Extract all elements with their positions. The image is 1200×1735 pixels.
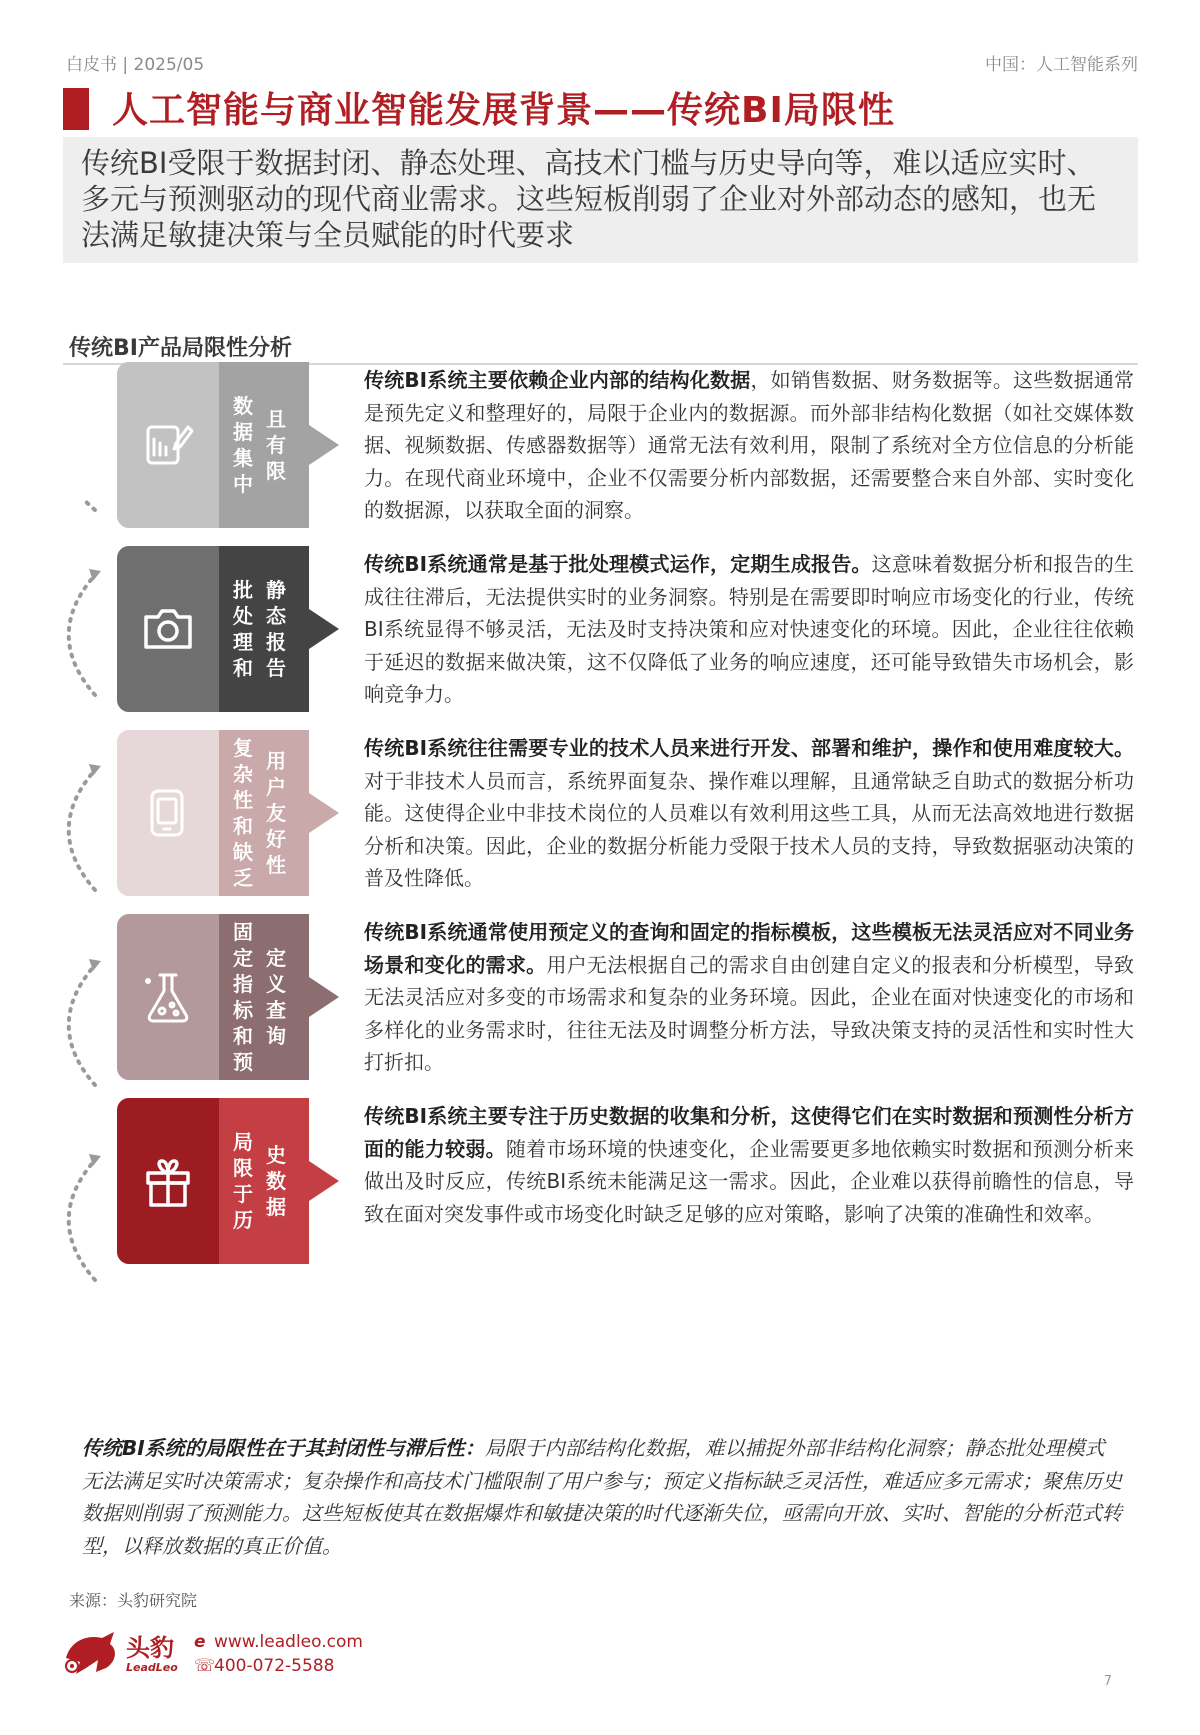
phone-icon: ☏ [194, 1656, 216, 1676]
leopard-logo-icon [62, 1628, 120, 1678]
limitation-label-panel [219, 362, 354, 528]
limitation-description-bold: 传统BI系统通常使用预定义的查询和固定的指标模板，这些模板无法灵活应对不同业务场景和变化的需求。 [364, 920, 1134, 977]
limitation-label-col2: 静态报告 [266, 578, 286, 680]
source-note: 来源：头豹研究院 [69, 1591, 198, 1610]
limitation-row [117, 914, 1137, 1080]
section-title: 传统BI产品局限性分析 [69, 336, 292, 361]
limitation-row [117, 1098, 1137, 1264]
limitation-description [364, 364, 1134, 527]
contact-info [194, 1630, 363, 1678]
gift-icon [136, 1149, 200, 1213]
limitation-label-panel [219, 730, 354, 896]
limitation-label-col2: 定义查询 [266, 946, 286, 1048]
limitation-description [364, 1100, 1134, 1230]
limitation-label-panel [219, 914, 354, 1080]
limitation-description-rest: 对于非技术人员而言，系统界面复杂、操作难以理解，且通常缺乏自助式的数据分析功能。这使得企业中非技术岗位的人员难以有效利用这些工具，从而无法高效地进行数据分析和决策。因此，企业的数据分析能力受限于技术人员的支持，导致数据驱动决策的普及性降低。 [364, 768, 1134, 890]
logo-chinese: 头豹 [126, 1634, 174, 1662]
limitation-description [364, 732, 1134, 895]
limitation-label-col1: 数据集中 [233, 394, 253, 496]
limitation-description-bold: 传统BI系统主要专注于历史数据的收集和分析，这使得它们在实时数据和预测性分析方面的能力较弱。 [364, 1104, 1134, 1161]
page-title: 人工智能与商业智能发展背景——传统BI局限性 [112, 90, 895, 131]
page-number: 7 [1103, 1674, 1112, 1689]
limitation-row [117, 546, 1137, 712]
conclusion-text [82, 1432, 1122, 1562]
limitation-label-panel [219, 1098, 354, 1264]
limitation-label-col1: 批处理和 [233, 578, 253, 680]
limitation-label-col2: 且有限 [266, 407, 286, 483]
web-icon: e [194, 1632, 206, 1652]
flask-icon [136, 965, 200, 1029]
summary-text: 传统BI受限于数据封闭、静态处理、高技术门槛与历史导向等，难以适应实时、多元与预测驱动的现代商业需求。这些短板削弱了企业对外部动态的感知，也无法满足敏捷决策与全员赋能的时代要求 [81, 146, 1097, 252]
limitation-description-rest: 随着市场环境的快速变化，企业需要更多地依赖实时数据和预测分析来做出及时反应，传统BI系统未能满足这一需求。因此，企业难以获得前瞻性的信息，导致在面对突发事件或市场变化时缺乏足够的应对策略，影响了决策的准确性和效率。 [364, 1136, 1135, 1226]
limitation-description [364, 916, 1134, 1079]
limitation-label-col1: 固定指标和预 [233, 920, 253, 1074]
limitation-label-col1: 局限于历 [233, 1130, 253, 1232]
header-left: 白皮书 | 2025/05 [66, 55, 205, 75]
limitation-description-bold: 传统BI系统通常是基于批处理模式运作，定期生成报告。 [364, 552, 872, 576]
document-edit-icon [136, 413, 200, 477]
device-icon [136, 781, 200, 845]
limitation-description-bold: 传统BI系统主要依赖企业内部的结构化数据 [364, 368, 751, 392]
summary-box [63, 137, 1138, 263]
limitation-description [364, 548, 1134, 711]
title-accent-bar [63, 88, 89, 130]
limitation-label-col2: 用户友好性 [266, 749, 286, 877]
limitation-row [117, 362, 1137, 528]
camera-icon [136, 597, 200, 661]
header-right: 中国：人工智能系列 [985, 55, 1138, 75]
conclusion-bold: 传统BI系统的局限性在于其封闭性与滞后性： [82, 1436, 485, 1460]
limitation-description-rest: 这意味着数据分析和报告的生成往往滞后，无法提供实时的业务洞察。特别是在需要即时响应市场变化的行业，传统BI系统显得不够灵活，无法及时支持决策和应对快速变化的环境。因此，企业往往依赖于延迟的数据来做决策，这不仅降低了业务的响应速度，还可能导致错失市场机会，影响竞争力。 [364, 552, 1135, 706]
conclusion-rest: 局限于内部结构化数据，难以捕捉外部非结构化洞察；静态批处理模式无法满足实时决策需求；复杂操作和高技术门槛限制了用户参与；预定义指标缺乏灵活性，难适应多元需求；聚焦历史数据则削弱了预测能力。这些短板使其在数据爆炸和敏捷决策的时代逐渐失位，亟需向开放、实时、智能的分析范式转型，以释放数据的真正价值。 [82, 1436, 1122, 1558]
limitation-description-rest: 用户无法根据自己的需求自由创建自定义的报表和分析模型，导致无法灵活应对多变的市场需求和复杂的业务环境。因此，企业在面对快速变化的市场和多样化的业务需求时，往往无法及时调整分析方法，导致决策支持的灵活性和实时性大打折扣。 [364, 952, 1135, 1074]
limitation-label-col2: 史数据 [266, 1143, 286, 1219]
limitation-label-panel [219, 546, 354, 712]
limitation-row [117, 730, 1137, 896]
limitation-description-bold: 传统BI系统往往需要专业的技术人员来进行开发、部署和维护，操作和使用难度较大。 [364, 736, 1134, 760]
logo-english: LeadLeo [126, 1661, 178, 1674]
dotted-arrows [55, 500, 125, 1300]
limitation-description-rest: ，如销售数据、财务数据等。这些数据通常是预先定义和整理好的，局限于企业内的数据源。而外部非结构化数据（如社交媒体数据、视频数据、传感器数据等）通常无法有效利用，限制了系统对全方位信息的分析能力。在现代商业环境中，企业不仅需要分析内部数据，还需要整合来自外部、实时变化的数据源，以获取全面的洞察。 [364, 368, 1135, 522]
limitation-label-col1: 复杂性和缺乏 [233, 736, 253, 890]
website-link[interactable]: www.leadleo.com [214, 1632, 363, 1652]
phone-number: 400-072-5588 [214, 1656, 335, 1676]
